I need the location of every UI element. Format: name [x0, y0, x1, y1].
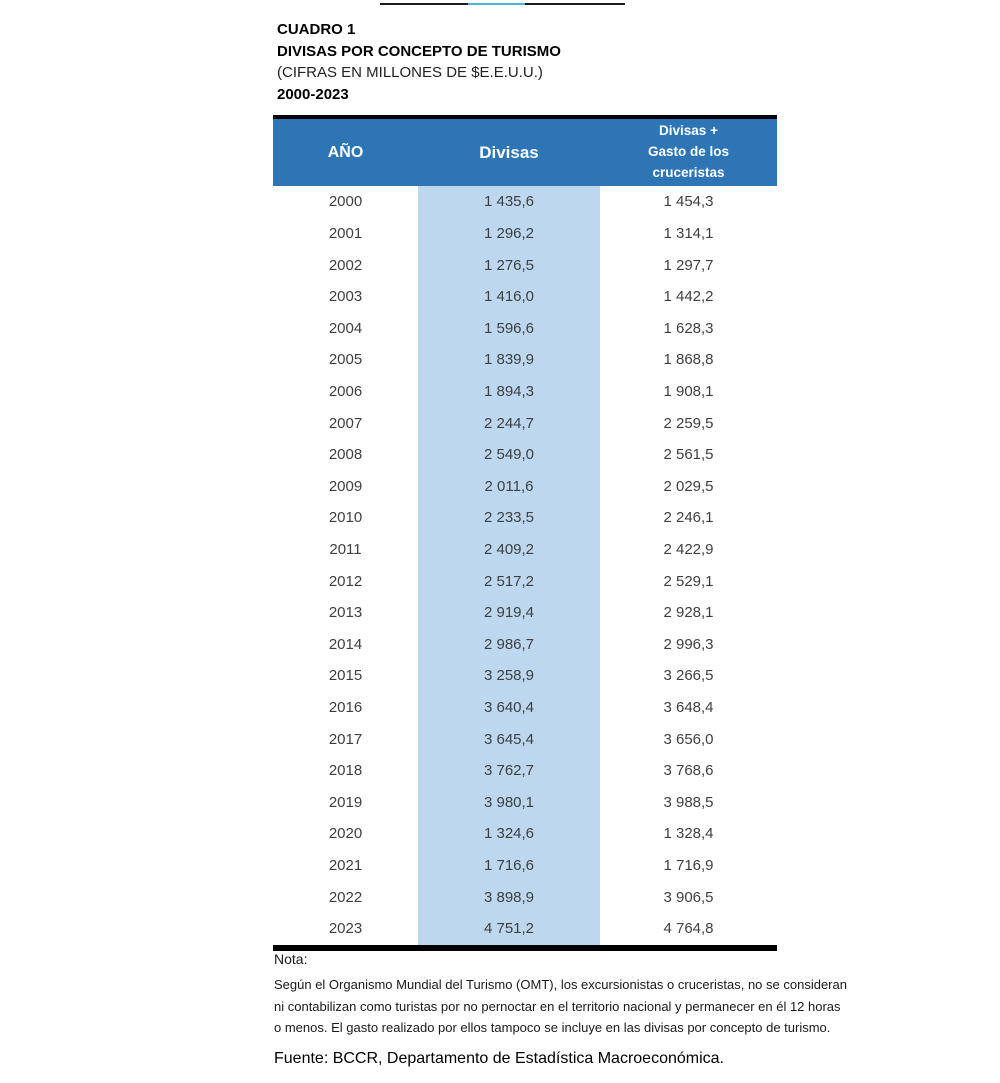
title-block [277, 19, 561, 105]
source-line: Fuente: BCCR, Departamento de Estadística Macroeconómica. [274, 1049, 724, 1067]
cell-year: 2002 [328, 256, 363, 274]
table-number-title: CUADRO 1 [277, 21, 356, 38]
cell-year: 2016 [328, 699, 363, 717]
cell-divisas-plus-cruise: 1 908,1 [663, 382, 714, 400]
cell-divisas: 2 244,7 [418, 407, 600, 439]
cell-divisas: 2 517,2 [418, 565, 600, 597]
cell-year: 2019 [328, 793, 363, 811]
note-line-1: Según el Organismo Mundial del Turismo (OMT), los excursionistas o cruceristas, no se consideran [274, 977, 847, 992]
cell-divisas: 1 324,6 [418, 818, 600, 850]
table-row [273, 881, 777, 913]
cell-divisas: 2 986,7 [418, 629, 600, 661]
table-row [273, 850, 777, 882]
cell-year: 2022 [328, 888, 363, 906]
cell-divisas: 4 751,2 [418, 913, 600, 945]
cell-year: 2000 [328, 193, 363, 211]
cell-divisas: 2 919,4 [418, 597, 600, 629]
cell-year: 2021 [328, 857, 363, 875]
column-header-year: AÑO [327, 143, 364, 161]
table-row [273, 755, 777, 787]
cell-year: 2014 [328, 635, 363, 653]
cell-divisas-plus-cruise: 3 988,5 [663, 793, 714, 811]
cell-divisas: 1 296,2 [418, 218, 600, 250]
cell-divisas-plus-cruise: 1 314,1 [663, 224, 714, 242]
cell-year: 2012 [328, 572, 363, 590]
cell-divisas: 3 640,4 [418, 692, 600, 724]
cell-divisas: 1 435,6 [418, 186, 600, 218]
table-row [273, 629, 777, 661]
cell-divisas: 1 716,6 [418, 850, 600, 882]
cell-divisas-plus-cruise: 2 561,5 [663, 446, 714, 464]
top-rule-accent-segment [468, 3, 525, 5]
cell-divisas-plus-cruise: 1 716,9 [663, 857, 714, 875]
cell-year: 2015 [328, 667, 363, 685]
cell-year: 2003 [328, 288, 363, 306]
cell-divisas: 3 898,9 [418, 881, 600, 913]
header-line: Divisas + [659, 123, 718, 139]
cell-divisas-plus-cruise: 1 454,3 [663, 193, 714, 211]
cell-year: 2001 [328, 224, 363, 242]
cell-divisas-plus-cruise: 2 928,1 [663, 604, 714, 622]
cell-year: 2020 [328, 825, 363, 843]
table-row [273, 787, 777, 819]
table-row [273, 470, 777, 502]
cell-divisas-plus-cruise: 3 266,5 [663, 667, 714, 685]
cell-divisas: 1 596,6 [418, 312, 600, 344]
cell-divisas: 1 416,0 [418, 281, 600, 313]
table-row [273, 218, 777, 250]
data-table [273, 115, 777, 951]
table-subtitle: DIVISAS POR CONCEPTO DE TURISMO [277, 42, 561, 60]
cell-divisas: 2 011,6 [418, 470, 600, 502]
cell-year: 2008 [328, 446, 363, 464]
cell-divisas-plus-cruise: 1 628,3 [663, 319, 714, 337]
table-row [273, 534, 777, 566]
cell-divisas-plus-cruise: 3 656,0 [663, 730, 714, 748]
cell-divisas-plus-cruise: 2 996,3 [663, 635, 714, 653]
table-row [273, 913, 777, 945]
cell-divisas: 1 894,3 [418, 376, 600, 408]
table-row [273, 723, 777, 755]
footnote-block [274, 951, 847, 1068]
cell-year: 2023 [328, 920, 363, 938]
cell-year: 2004 [328, 319, 363, 337]
cell-year: 2017 [328, 730, 363, 748]
cell-divisas-plus-cruise: 2 259,5 [663, 414, 714, 432]
cell-year: 2018 [328, 762, 363, 780]
cropped-top-rule [380, 3, 625, 5]
cell-divisas-plus-cruise: 2 529,1 [663, 572, 714, 590]
header-line: cruceristas [652, 164, 725, 180]
table-bottom-border [273, 945, 777, 951]
table-row [273, 281, 777, 313]
table-row [273, 376, 777, 408]
top-rule-right-segment [525, 3, 625, 5]
cell-year: 2005 [328, 351, 363, 369]
table-units-line: (CIFRAS EN MILLONES DE $E.E.U.U.) [277, 64, 543, 81]
table-row [273, 597, 777, 629]
cell-divisas-plus-cruise: 3 906,5 [663, 888, 714, 906]
table-row [273, 186, 777, 218]
cell-year: 2010 [328, 509, 363, 527]
cell-divisas-plus-cruise: 1 442,2 [663, 288, 714, 306]
header-line: Gasto de los [647, 144, 730, 160]
table-row [273, 439, 777, 471]
cell-divisas: 1 276,5 [418, 249, 600, 281]
cell-year: 2013 [328, 604, 363, 622]
cell-divisas-plus-cruise: 2 422,9 [663, 541, 714, 558]
note-line-3: o menos. El gasto realizado por ellos tampoco se incluye en las divisas por concepto de turismo. [274, 1020, 831, 1035]
cell-divisas: 3 258,9 [418, 660, 600, 692]
cell-divisas: 2 409,2 [418, 534, 600, 566]
cell-divisas-plus-cruise: 4 764,8 [663, 920, 714, 938]
cell-divisas: 3 980,1 [418, 787, 600, 819]
table-row [273, 407, 777, 439]
cell-divisas: 3 762,7 [418, 755, 600, 787]
column-header-divisas: Divisas [479, 142, 539, 162]
table-row [273, 502, 777, 534]
cell-divisas: 3 645,4 [418, 723, 600, 755]
cell-divisas: 2 233,5 [418, 502, 600, 534]
column-header-divisas-plus-cruise [600, 119, 777, 186]
cell-divisas-plus-cruise: 3 648,4 [663, 699, 714, 717]
table-row [273, 312, 777, 344]
cell-divisas: 2 549,0 [418, 439, 600, 471]
table-row [273, 818, 777, 850]
cell-divisas-plus-cruise: 2 029,5 [663, 477, 714, 495]
cell-year: 2011 [329, 541, 362, 558]
note-label: Nota: [274, 951, 308, 967]
cell-divisas-plus-cruise: 1 328,4 [663, 825, 714, 843]
note-line-2: ni contabilizan como turistas por no pernoctar en el territorio nacional y permanecer en él 12 horas [274, 998, 841, 1014]
table-row [273, 660, 777, 692]
cell-divisas-plus-cruise: 1 868,8 [663, 351, 714, 369]
cell-divisas-plus-cruise: 1 297,7 [663, 256, 714, 274]
top-rule-left-segment [380, 3, 468, 5]
cell-divisas: 1 839,9 [418, 344, 600, 376]
table-row [273, 344, 777, 376]
cell-year: 2007 [328, 414, 363, 432]
cell-divisas-plus-cruise: 2 246,1 [663, 509, 714, 527]
table-body [273, 186, 777, 945]
table-row [273, 565, 777, 597]
table-row [273, 692, 777, 724]
cell-year: 2006 [328, 382, 363, 400]
cell-year: 2009 [328, 477, 363, 495]
table-period: 2000-2023 [277, 85, 349, 103]
table-row [273, 249, 777, 281]
cell-divisas-plus-cruise: 3 768,6 [663, 762, 714, 780]
table-header-row [273, 119, 777, 186]
